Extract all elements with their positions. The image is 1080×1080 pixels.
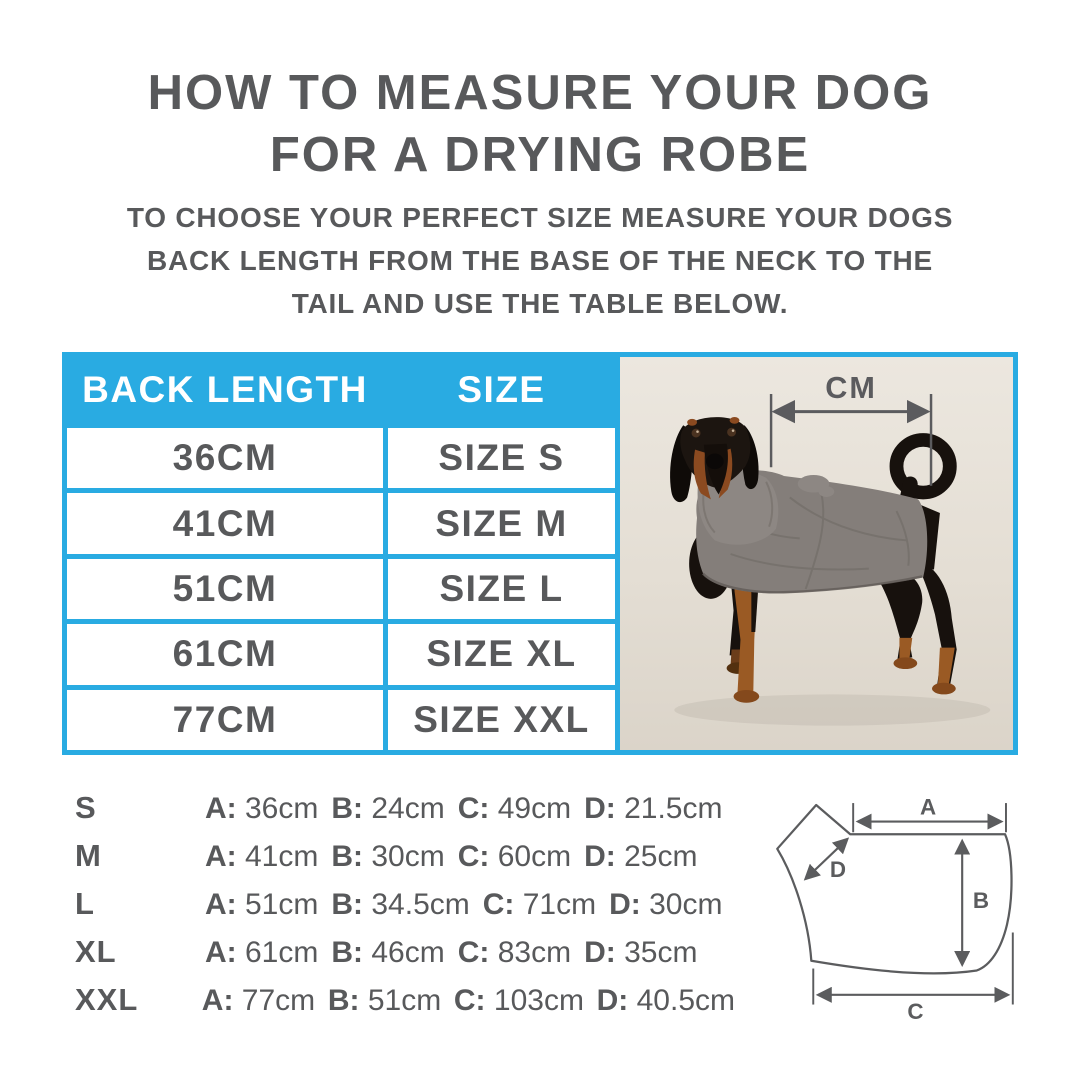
- key-c: C:: [457, 840, 490, 873]
- size-label: XXL: [75, 982, 139, 1017]
- key-d: D:: [596, 984, 629, 1017]
- table-cell-back-2: 51CM: [67, 559, 383, 619]
- value-d: 40.5cm: [636, 984, 736, 1017]
- key-c: C:: [453, 984, 486, 1017]
- measurement-row-xxl: [75, 982, 735, 1030]
- key-b: B:: [331, 936, 364, 969]
- measurement-list: [75, 790, 735, 1030]
- key-b: B:: [327, 984, 360, 1017]
- size-label: L: [75, 886, 95, 921]
- value-a: 77cm: [241, 984, 316, 1017]
- value-b: 34.5cm: [371, 888, 470, 921]
- measurement-row-l: [75, 886, 735, 934]
- dog-photo-illustration: [620, 357, 1013, 750]
- intro-text: [0, 196, 1080, 325]
- table-cell-size-2: SIZE L: [388, 559, 615, 619]
- key-c: C:: [457, 792, 490, 825]
- page-title-line2: FOR A DRYING ROBE: [269, 128, 811, 182]
- dog-shadow: [674, 694, 990, 725]
- measurement-row-m: [75, 838, 735, 886]
- key-d: D:: [609, 888, 641, 921]
- value-b: 24cm: [371, 792, 445, 825]
- table-cell-back-4: 77CM: [67, 690, 383, 750]
- page-title: [0, 62, 1080, 186]
- column-header-size: SIZE: [457, 369, 546, 410]
- value-a: 61cm: [245, 936, 319, 969]
- table-cell-size-0: SIZE S: [388, 428, 615, 488]
- value-d: 35cm: [624, 936, 698, 969]
- value-b: 30cm: [371, 840, 445, 873]
- key-c: C:: [482, 888, 515, 921]
- value-a: 41cm: [245, 840, 319, 873]
- size-label: XL: [75, 934, 117, 969]
- table-cell-back-0: 36CM: [67, 428, 383, 488]
- robe-diagram-svg: [750, 770, 1042, 1060]
- value-a: 51cm: [245, 888, 319, 921]
- dimension-b: [962, 841, 989, 965]
- key-a: A:: [205, 936, 237, 969]
- measurement-row-xl: [75, 934, 735, 982]
- dimension-c: [813, 933, 1013, 1025]
- value-d: 21.5cm: [624, 792, 723, 825]
- value-b: 46cm: [371, 936, 445, 969]
- size-chart-block: [62, 352, 1018, 755]
- table-cell-back-1: 41CM: [67, 493, 383, 553]
- robe-outline-diagram: [750, 770, 1042, 1060]
- label-d: D: [829, 857, 846, 883]
- dog-photo: [620, 352, 1018, 755]
- key-a: A:: [205, 888, 237, 921]
- column-header-back-length: BACK LENGTH: [82, 369, 368, 410]
- key-b: B:: [331, 792, 364, 825]
- dimension-d: [805, 839, 847, 882]
- size-label: M: [75, 838, 102, 873]
- value-a: 36cm: [245, 792, 319, 825]
- value-c: 71cm: [522, 888, 597, 921]
- key-b: B:: [331, 888, 364, 921]
- intro-line2: BACK LENGTH FROM THE BASE OF THE NECK TO THE: [146, 245, 934, 276]
- cm-label: CM: [825, 371, 877, 405]
- table-cell-size-3: SIZE XL: [388, 624, 615, 684]
- intro-line3: TAIL AND USE THE TABLE BELOW.: [291, 288, 789, 319]
- table-cell-size-4: SIZE XXL: [388, 690, 615, 750]
- key-d: D:: [584, 840, 616, 873]
- value-c: 103cm: [493, 984, 584, 1017]
- table-cell-back-3: 61CM: [67, 624, 383, 684]
- key-a: A:: [201, 984, 234, 1017]
- table-cell-size-1: SIZE M: [388, 493, 615, 553]
- page-title-line1: HOW TO MEASURE YOUR DOG: [147, 66, 933, 120]
- label-b: B: [972, 888, 990, 914]
- key-c: C:: [457, 936, 490, 969]
- measurement-row-s: [75, 790, 735, 838]
- intro-line1: TO CHOOSE YOUR PERFECT SIZE MEASURE YOUR DOGS: [126, 202, 954, 233]
- size-table: [62, 352, 620, 755]
- value-b: 51cm: [367, 984, 442, 1017]
- key-a: A:: [205, 792, 237, 825]
- value-d: 25cm: [624, 840, 698, 873]
- dimension-a: [853, 795, 1006, 833]
- value-c: 83cm: [497, 936, 572, 969]
- label-a: A: [920, 794, 937, 820]
- size-label: S: [75, 790, 97, 825]
- key-d: D:: [584, 792, 616, 825]
- key-b: B:: [331, 840, 364, 873]
- value-c: 49cm: [497, 792, 572, 825]
- value-c: 60cm: [497, 840, 572, 873]
- key-a: A:: [205, 840, 237, 873]
- label-c: C: [907, 999, 924, 1025]
- value-d: 30cm: [649, 888, 723, 921]
- key-d: D:: [584, 936, 616, 969]
